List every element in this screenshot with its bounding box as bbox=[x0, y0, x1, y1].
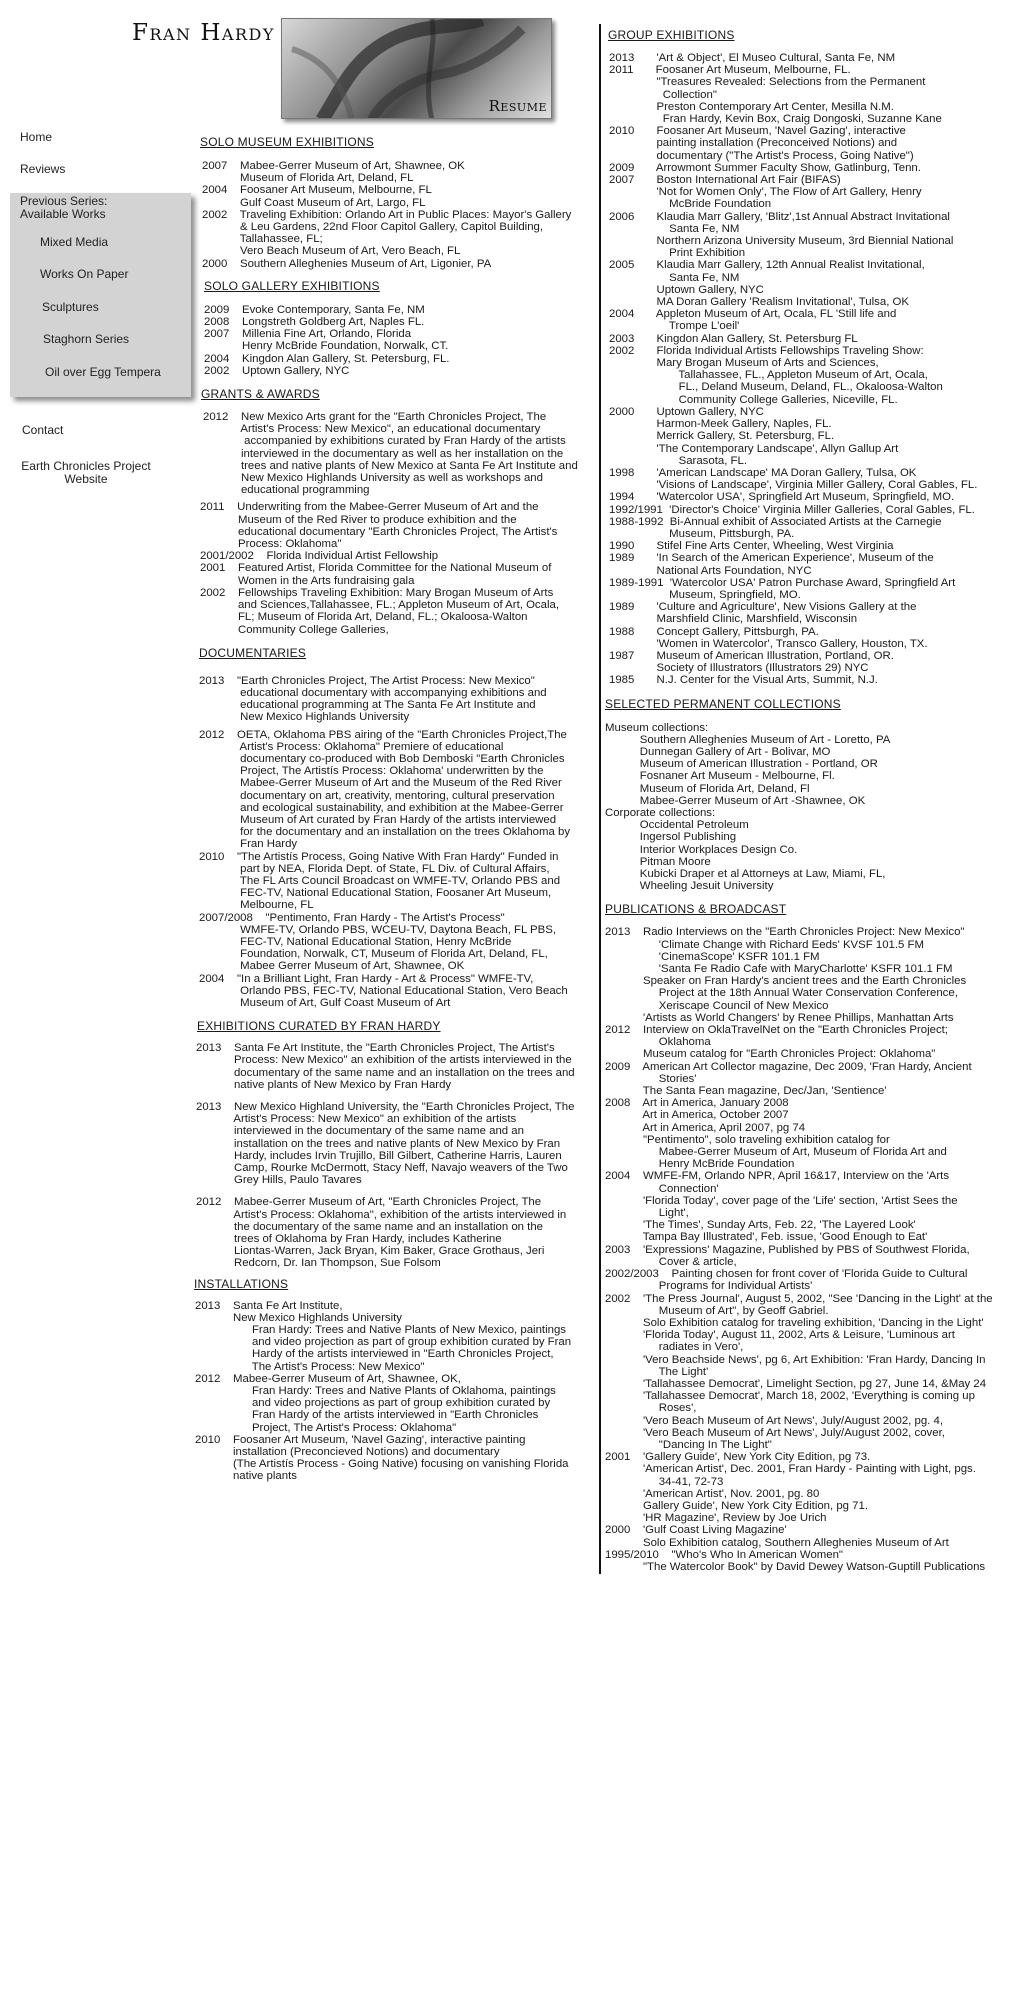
entry-line: Tampa Bay Illustrated', Feb. issue, 'Good Enough to Eat' bbox=[605, 1231, 928, 1244]
entry-line: Process: Oklahoma" bbox=[200, 538, 342, 551]
entry-line: Artist's Process: Oklahoma", exhibition of the artists interviewed in bbox=[196, 1208, 567, 1221]
entry-line: 2004 "In a Brilliant Light, Fran Hardy - Art & Process" WMFE-TV, bbox=[199, 972, 534, 985]
entry-line: 2007/2008 "Pentimento, Fran Hardy - The Artist's Process" bbox=[199, 911, 505, 924]
entry-line: Fran Hardy of the artists interviewed in "Earth Chronicles bbox=[195, 1409, 539, 1422]
heading-solo-museum: SOLO MUSEUM EXHIBITIONS bbox=[200, 135, 374, 149]
entry-line: 1985 N.J. Center for the Visual Arts, Summit, N.J. bbox=[609, 674, 878, 687]
entry-line: Museum of Florida Art, Deland, Fl bbox=[605, 782, 810, 795]
entry-line: 2002 Uptown Gallery, NYC bbox=[204, 364, 350, 377]
entry-line: 2009 American Art Collector magazine, Dec 2009, 'Fran Hardy, Ancient bbox=[605, 1060, 972, 1073]
entry-line: 2012 New Mexico Arts grant for the "Earth Chronicles Project, The bbox=[203, 411, 547, 424]
entry-line: educational programming bbox=[203, 484, 370, 497]
entry-line: Mabee-Gerrer Museum of Art -Shawnee, OK bbox=[605, 794, 866, 807]
entry-line: Print Exhibition bbox=[609, 247, 746, 260]
entry-line: 2013 'Art & Object', El Museo Cultural, Santa Fe, NM bbox=[609, 52, 896, 64]
entry-line: 2003 'Expressions' Magazine, Published by PBS of Southwest Florida, bbox=[605, 1243, 970, 1256]
entry-line: Museum of Art", by Geoff Gabriel. bbox=[605, 1304, 829, 1317]
entry-line: Museum collections: bbox=[605, 721, 709, 734]
entry-line: for the documentary and an installation on the trees Oklahoma by bbox=[199, 826, 571, 839]
entry-line: 2002 Florida Individual Artists Fellowships Traveling Show: bbox=[609, 344, 924, 357]
nav-earth-chronicles[interactable] bbox=[20, 460, 152, 486]
entry-line: 'Tallahassee Democrat', March 18, 2002, 'Everything is coming up bbox=[605, 1390, 975, 1403]
nav-previous-series-label: Previous Series: bbox=[20, 194, 108, 208]
entry-line: Uptown Gallery, NYC bbox=[609, 283, 764, 296]
entry-line: Northern Arizona University Museum, 3rd Biennial National bbox=[609, 235, 954, 248]
entry-line: Tallahassee, FL; bbox=[202, 233, 323, 246]
entry-line: 2001 'Gallery Guide', New York City Edition, pg 73. bbox=[605, 1451, 871, 1464]
entry-line: Project, The Artistís Process: Oklahoma' underwritten by the bbox=[199, 765, 544, 778]
entry-line: Hardy of the artists interviewed in "Earth Chronicles Project, bbox=[195, 1348, 554, 1361]
entry-line: Museum of Art, Gulf Coast Museum of Art bbox=[199, 996, 451, 1009]
entry-line: National Arts Foundation, NYC bbox=[609, 564, 812, 577]
entry-line: Solo Exhibition catalog, Southern Alleghenies Museum of Art bbox=[605, 1536, 949, 1549]
entry-line: installation on the trees and native plants of New Mexico by Fran bbox=[196, 1137, 561, 1150]
documentaries-list-2013 bbox=[199, 675, 595, 724]
solo-museum-list bbox=[202, 160, 595, 270]
curated-list-nmhu bbox=[196, 1101, 595, 1186]
entry-line: Orlando PBS, FEC-TV, National Educational Station, Vero Beach bbox=[199, 984, 568, 997]
entry-line: (The Artistís Process - Going Native) focusing on vanishing Florida bbox=[195, 1458, 569, 1471]
entry-line: WMFE-TV, Orlando PBS, WCEU-TV, Daytona Beach, FL PBS, bbox=[199, 923, 557, 936]
entry-line: Interior Workplaces Design Co. bbox=[605, 843, 798, 856]
entry-line: MA Doran Gallery 'Realism Invitational', Tulsa, OK bbox=[609, 296, 909, 309]
entry-line: Southern Alleghenies Museum of Art - Loretto, PA bbox=[605, 733, 891, 746]
entry-line: Museum of American Illustration - Portland, OR bbox=[605, 758, 878, 771]
entry-line: Mabee Gerrer Museum of Art, Shawnee, OK bbox=[199, 960, 465, 973]
nav-oil-over-egg-tempera[interactable]: Oil over Egg Tempera bbox=[45, 365, 161, 379]
entry-line: 1988-1992 Bi-Annual exhibit of Associated Artists at the Carnegie bbox=[609, 515, 942, 528]
entry-line: FL., Deland Museum, Deland, FL., Okaloosa-Walton bbox=[609, 381, 943, 394]
entry-line: Santa Fe, NM bbox=[609, 222, 740, 235]
nav-available-works-label: Available Works bbox=[20, 207, 106, 221]
entry-line: 'Climate Change with Richard Eeds' KVSF 101.5 FM bbox=[605, 938, 924, 951]
entry-line: 2008 Longstreth Goldberg Art, Naples FL. bbox=[204, 316, 425, 329]
entry-line: Foundation, Norwalk, CT, Museum of Florida Art, Deland, FL, bbox=[199, 948, 548, 961]
heading-permanent-collections: SELECTED PERMANENT COLLECTIONS bbox=[605, 696, 841, 711]
entry-line: Fran Hardy: Trees and Native Plants of Oklahoma, paintings bbox=[195, 1385, 556, 1398]
entry-line: 2007 Boston International Art Fair (BIFAS) bbox=[609, 174, 841, 187]
entry-line: Ingersol Publishing bbox=[605, 831, 737, 844]
entry-line: Santa Fe, NM bbox=[609, 271, 740, 284]
entry-line: Corporate collections: bbox=[605, 806, 716, 819]
entry-line: Cover & article, bbox=[605, 1255, 737, 1268]
entry-line: educational documentary with accompanying exhibitions and bbox=[199, 686, 547, 699]
entry-line: Museum, Pittsburgh, PA. bbox=[609, 527, 795, 540]
entry-line: and video projections as part of group exhibition curated by bbox=[195, 1397, 551, 1410]
entry-line: New Mexico Highlands University bbox=[199, 711, 410, 724]
permanent-collections-list bbox=[605, 722, 1024, 893]
entry-line: Preston Contemporary Art Center, Mesilla N.M. bbox=[609, 100, 894, 113]
entry-line: part by NEA, Florida Dept. of State, FL Div. of Cultural Affairs, bbox=[199, 862, 550, 875]
heading-group-exhibitions: GROUP EXHIBITIONS bbox=[608, 28, 735, 42]
entry-line: Mabee-Gerrer Museum of Art and the Museum of the Red River bbox=[199, 777, 562, 790]
nav-earth-chronicles-line1: Earth Chronicles Project bbox=[21, 459, 151, 473]
heading-documentaries: DOCUMENTARIES bbox=[199, 645, 307, 660]
entry-line: educational documentary "Earth Chronicles Project, The Artist's bbox=[200, 525, 558, 538]
entry-line: 'Not for Women Only', The Flow of Art Gallery, Henry bbox=[609, 186, 922, 199]
entry-line: Gulf Coast Museum of Art, Largo, FL bbox=[202, 196, 426, 209]
entry-line: Gallery Guide', New York City Edition, pg 71. bbox=[605, 1499, 869, 1512]
entry-line: 1995/2010 "Who's Who In American Women" bbox=[605, 1548, 843, 1561]
nav-works-on-paper[interactable]: Works On Paper bbox=[40, 267, 129, 281]
entry-line: McBride Foundation bbox=[609, 198, 772, 211]
entry-line: 2012 Interview on OklaTravelNet on the "Earth Chronicles Project; bbox=[605, 1024, 948, 1037]
entry-line: 2002 Traveling Exhibition: Orlando Art in Public Places: Mayor's Gallery bbox=[202, 208, 572, 221]
entry-line: 'Vero Beachside News', pg 6, Art Exhibition: 'Fran Hardy, Dancing In bbox=[605, 1353, 986, 1366]
entry-line: 'Vero Beach Museum of Art News', July/August 2002, cover, bbox=[605, 1426, 945, 1439]
entry-line: 2009 Evoke Contemporary, Santa Fe, NM bbox=[204, 303, 425, 316]
publications-list bbox=[605, 926, 1024, 1573]
entry-line: 2009 Arrowmont Summer Faculty Show, Gatlinburg, Tenn. bbox=[609, 161, 921, 174]
entry-line: 2002 'The Press Journal', August 5, 2002, "See 'Dancing in the Light' at the bbox=[605, 1292, 993, 1305]
entry-line: 'Visions of Landscape', Virginia Miller Gallery, Coral Gables, FL. bbox=[609, 479, 978, 492]
entry-line: 'Women in Watercolor', Transco Gallery, Houston, TX. bbox=[609, 637, 928, 650]
entry-line: educational programming at The Santa Fe Art Institute and bbox=[199, 699, 536, 712]
entry-line: "Dancing In The Light" bbox=[605, 1438, 772, 1451]
nav-earth-chronicles-line2: Website bbox=[64, 472, 108, 486]
entry-line: The Artist's Process: New Mexico" bbox=[195, 1360, 425, 1373]
entry-line: Collection" bbox=[609, 88, 717, 101]
entry-line: documentary ("The Artist's Process, Going Native") bbox=[609, 149, 914, 162]
entry-line: 2001/2002 Florida Individual Artist Fellowship bbox=[200, 550, 439, 563]
entry-line: 2010 Foosaner Art Museum, 'Navel Gazing', interactive bbox=[609, 125, 906, 138]
entry-line: Artist's Process: Oklahoma" Premiere of educational bbox=[199, 740, 504, 753]
entry-line: Occidental Petroleum bbox=[605, 819, 749, 832]
entry-line: interviewed in the documentary as well as her installation on the bbox=[203, 447, 564, 460]
entry-line: The FL Arts Council Broadcast on WMFE-TV, Orlando PBS and bbox=[199, 874, 561, 887]
entry-line: 1989 'Culture and Agriculture', New Visions Gallery at the bbox=[609, 601, 917, 614]
entry-line: Society of Illustrators (Illustrators 29) NYC bbox=[609, 662, 869, 675]
entry-line: 2004 Kingdon Alan Gallery, St. Petersburg, FL. bbox=[204, 352, 450, 365]
entry-line: documentary on art, creativity, mentoring, cultural preservation bbox=[199, 789, 555, 802]
nav-sculptures[interactable]: Sculptures bbox=[42, 300, 99, 314]
entry-line: "Pentimento", solo traveling exhibition catalog for bbox=[605, 1133, 890, 1146]
entry-line: 2000 Uptown Gallery, NYC bbox=[609, 405, 764, 418]
entry-line: 1992/1991 'Director's Choice' Virginia Miller Galleries, Coral Gables, FL. bbox=[609, 503, 975, 516]
resume-banner bbox=[281, 18, 552, 119]
entry-line: 1998 'American Landscape' MA Doran Gallery, Tulsa, OK bbox=[609, 466, 917, 479]
entry-line: 2012 OETA, Oklahoma PBS airing of the "Earth Chronicles Project,The bbox=[199, 728, 567, 741]
entry-line: and video projection as part of group exhibition curated by Fran bbox=[195, 1336, 572, 1349]
entry-line: Artist's Process: New Mexico", an educational documentary bbox=[203, 423, 541, 436]
nav-reviews[interactable]: Reviews bbox=[20, 162, 66, 176]
nav-mixed-media[interactable]: Mixed Media bbox=[40, 235, 109, 249]
entry-line: Pitman Moore bbox=[605, 855, 711, 868]
entry-line: Museum, Springfield, MO. bbox=[609, 588, 801, 601]
heading-installations: INSTALLATIONS bbox=[194, 1276, 289, 1291]
entry-line: 'HR Magazine', Review by Joe Urich bbox=[605, 1512, 827, 1525]
entry-line: Dunnegan Gallery of Art - Bolivar, MO bbox=[605, 745, 831, 758]
entry-line: 2013 "Earth Chronicles Project, The Artist Process: New Mexico" bbox=[199, 674, 535, 687]
entry-line: Tallahassee, FL., Appleton Museum of Art, Ocala, bbox=[609, 369, 928, 382]
entry-line: 1989-1991 'Watercolor USA' Patron Purchase Award, Springfield Art bbox=[609, 576, 956, 589]
entry-line: Community College Galleries, bbox=[200, 623, 389, 636]
entry-line: 2000 Southern Alleghenies Museum of Art, Ligonier, PA bbox=[202, 257, 492, 270]
entry-line: Grey Hills, Paulo Tavares bbox=[196, 1174, 362, 1187]
entry-line: 1994 'Watercolor USA', Springfield Art Museum, Springfield, MO. bbox=[609, 491, 955, 504]
entry-line: 2010 "The Artistís Process, Going Native With Fran Hardy" Funded in bbox=[199, 850, 559, 863]
entry-line: Kubicki Draper et al Attorneys at Law, Miami, FL, bbox=[605, 868, 886, 880]
entry-line: trees and native plants of New Mexico at Santa Fe Art Institute and bbox=[203, 459, 578, 472]
entry-line: Harmon-Meek Gallery, Naples, FL. bbox=[609, 418, 832, 431]
entry-line: Redcorn, Dr. Ian Thompson, Sue Folsom bbox=[196, 1257, 441, 1270]
entry-line: 2008 Art in America, January 2008 bbox=[605, 1097, 789, 1110]
entry-line: Hardy, includes Irvin Trujillo, Bill Gilbert, Catherine Harris, Lauren bbox=[196, 1149, 562, 1162]
entry-line: Fran Hardy, Kevin Box, Craig Dongoski, Suzanne Kane bbox=[609, 113, 942, 126]
entry-line: 2007 Mabee-Gerrer Museum of Art, Shawnee, OK bbox=[202, 160, 465, 172]
entry-line: 2002/2003 Painting chosen for front cover of 'Florida Guide to Cultural bbox=[605, 1268, 968, 1281]
entry-line: 'The Times', Sunday Arts, Feb. 22, 'The Layered Look' bbox=[605, 1219, 916, 1232]
heading-curated: EXHIBITIONS CURATED BY FRAN HARDY bbox=[197, 1019, 441, 1034]
left-column bbox=[195, 135, 595, 1483]
entry-line: radiates in Vero', bbox=[605, 1341, 744, 1354]
entry-line: 'Vero Beach Museum of Art News', July/August 2002, pg. 4, bbox=[605, 1414, 944, 1427]
entry-line: 2002 Fellowships Traveling Exhibition: Mary Brogan Museum of Arts bbox=[200, 586, 554, 599]
entry-line: Programs for Individual Artists' bbox=[605, 1280, 813, 1293]
curated-list-mabee bbox=[196, 1196, 595, 1269]
entry-line: 1988 Concept Gallery, Pittsburgh, PA. bbox=[609, 625, 819, 638]
entry-line: Community College Galleries, Niceville, FL. bbox=[609, 393, 898, 406]
entry-line: Solo Exhibition catalog for traveling exhibition, 'Dancing in the Light' bbox=[605, 1316, 984, 1329]
entry-line: Project at the 18th Annual Water Conservation Conference, bbox=[605, 987, 958, 1000]
entry-line: 2004 Appleton Museum of Art, Ocala, FL 'Still life and bbox=[609, 308, 897, 321]
entry-line: Melbourne, FL bbox=[199, 899, 314, 912]
entry-line: accompanied by exhibitions curated by Fran Hardy of the artists bbox=[203, 435, 566, 448]
entry-line: 2011 Foosaner Art Museum, Melbourne, FL. bbox=[609, 64, 851, 77]
entry-line: "The Watercolor Book" by David Dewey Watson-Guptill Publications bbox=[605, 1560, 986, 1573]
entry-line: FEC-TV, National Educational Station, Foosaner Art Museum, bbox=[199, 887, 552, 900]
installations-list bbox=[195, 1300, 595, 1483]
entry-line: Museum of Art curated by Fran Hardy of the artists interviewed bbox=[199, 813, 557, 826]
grants-list bbox=[200, 501, 595, 635]
entry-line: Henry McBride Foundation bbox=[605, 1158, 795, 1171]
entry-line: interviewed in the documentary of the same name and an bbox=[196, 1125, 524, 1138]
entry-line: Women in the Arts fundraising gala bbox=[200, 574, 415, 587]
entry-line: Fran Hardy: Trees and Native Plants of New Mexico, paintings bbox=[195, 1324, 566, 1337]
entry-line: Xeriscape Council of New Mexico bbox=[605, 999, 829, 1012]
entry-line: Project, The Artist's Process: Oklahoma" bbox=[195, 1421, 457, 1434]
entry-line: 'Santa Fe Radio Cafe with MaryCharlotte' KSFR 101.1 FM bbox=[605, 963, 953, 976]
entry-line: New Mexico Highlands University as well as workshops and bbox=[203, 472, 543, 485]
entry-line: "Treasures Revealed: Selections from the Permanent bbox=[609, 76, 926, 89]
entry-line: native plants bbox=[195, 1470, 297, 1483]
entry-line: 2004 WMFE-FM, Orlando NPR, April 16&17, Interview on the 'Arts bbox=[605, 1170, 950, 1183]
entry-line: 2013 Radio Interviews on the "Earth Chronicles Project: New Mexico" bbox=[605, 926, 965, 939]
entry-line: 2012 Mabee-Gerrer Museum of Art, Shawnee, OK, bbox=[195, 1372, 461, 1385]
entry-line: Mary Brogan Museum of Arts and Sciences, bbox=[609, 357, 879, 370]
entry-line: Oklahoma bbox=[605, 1036, 711, 1049]
entry-line: Museum of Florida Art, Deland, FL bbox=[202, 172, 414, 185]
entry-line: Artist's Process: New Mexico" an exhibition of the artists bbox=[196, 1113, 517, 1126]
entry-line: Art in America, April 2007, pg 74 bbox=[605, 1121, 806, 1134]
entry-line: Process: New Mexico" an exhibition of the artists interviewed in the bbox=[196, 1054, 572, 1067]
entry-line: painting installation (Preconceived Notions) and bbox=[609, 137, 898, 150]
entry-line: 2011 Underwriting from the Mabee-Gerrer Museum of Art and the bbox=[200, 501, 539, 514]
entry-line: Henry McBride Foundation, Norwalk, CT. bbox=[204, 340, 449, 353]
right-column bbox=[604, 28, 1024, 1573]
nav-previous-series[interactable] bbox=[20, 195, 107, 221]
entry-line: 1989 'In Search of the American Experience', Museum of the bbox=[609, 552, 934, 565]
entry-line: Museum catalog for "Earth Chronicles Project: Oklahoma" bbox=[605, 1048, 936, 1061]
entry-line: 1990 Stifel Fine Arts Center, Wheeling, West Virginia bbox=[609, 540, 894, 553]
entry-line: Stories' bbox=[605, 1072, 697, 1085]
entry-line: 2006 Klaudia Marr Gallery, 'Blitz',1st Annual Abstract Invitational bbox=[609, 210, 950, 223]
entry-line: and ecological sustainability, and exhibition at the Mabee-Gerrer bbox=[199, 801, 564, 814]
entry-line: documentary of the same name and an installation on the trees and bbox=[196, 1066, 575, 1079]
entry-line: 1987 Museum of American Illustration, Portland, OR. bbox=[609, 649, 894, 662]
entry-line: Sarasota, FL. bbox=[609, 454, 748, 467]
heading-publications: PUBLICATIONS & BROADCAST bbox=[605, 902, 787, 917]
entry-line: & Leu Gardens, 22nd Floor Capitol Gallery, Capitol Building, bbox=[202, 221, 544, 234]
entry-line: 'CinemaScope' KSFR 101.1 FM bbox=[605, 950, 820, 963]
entry-line: Camp, Rourke McDermott, Stacy Neff, Navajo weavers of the Two bbox=[196, 1162, 568, 1175]
entry-line: 'Artists as World Changers' by Renee Phillips, Manhattan Arts bbox=[605, 1011, 954, 1024]
entry-line: Trompe L'oeil' bbox=[609, 320, 740, 333]
entry-line: Speaker on Fran Hardy's ancient trees and the Earth Chronicles bbox=[605, 975, 967, 988]
curated-list-sfai bbox=[196, 1042, 595, 1091]
nav-contact[interactable]: Contact bbox=[22, 423, 64, 437]
entry-line: 'Tallahassee Democrat', Limelight Section, pg 27, June 14, &May 24 bbox=[605, 1377, 987, 1390]
entry-line: Fosnaner Art Museum - Melbourne, Fl. bbox=[605, 770, 835, 783]
entry-line: 2013 New Mexico Highland University, the "Earth Chronicles Project, The bbox=[196, 1101, 575, 1113]
entry-line: installation (Preconcieved Notions) and documentary bbox=[195, 1446, 500, 1459]
heading-grants: GRANTS & AWARDS bbox=[201, 387, 320, 402]
entry-line: 2012 Mabee-Gerrer Museum of Art, "Earth Chronicles Project, The bbox=[196, 1196, 542, 1209]
grants-list-2012 bbox=[203, 411, 595, 496]
entry-line: 2001 Featured Artist, Florida Committee for the National Museum of bbox=[200, 562, 552, 575]
entry-line: New Mexico Highlands University bbox=[195, 1311, 402, 1324]
entry-line: 'American Artist', Nov. 2001, pg. 80 bbox=[605, 1487, 820, 1500]
entry-line: native plants of New Mexico by Fran Hardy bbox=[196, 1078, 452, 1091]
group-exhibitions-list bbox=[609, 52, 1024, 687]
entry-line: trees of Oklahoma by Fran Hardy, includes Katherine bbox=[196, 1233, 502, 1246]
solo-gallery-list bbox=[204, 304, 595, 377]
entry-line: Light', bbox=[605, 1207, 689, 1220]
entry-line: 'Florida Today', August 11, 2002, Arts & Leisure, 'Luminous art bbox=[605, 1329, 955, 1342]
entry-line: 34-41, 72-73 bbox=[605, 1475, 724, 1488]
entry-line: The Santa Fean magazine, Dec/Jan, 'Sentience' bbox=[605, 1085, 887, 1098]
entry-line: 2000 'Gulf Coast Living Magazine' bbox=[605, 1524, 787, 1537]
entry-line: the documentary of the same name and an installation on the bbox=[196, 1220, 543, 1233]
entry-line: Wheeling Jesuit University bbox=[605, 880, 774, 893]
nav-home[interactable]: Home bbox=[20, 130, 53, 144]
entry-line: Mabee-Gerrer Museum of Art, Museum of Florida Art and bbox=[605, 1146, 947, 1159]
entry-line: Liontas-Warren, Jack Bryan, Kim Baker, Grace Grothaus, Jeri bbox=[196, 1245, 545, 1258]
heading-solo-gallery: SOLO GALLERY EXHIBITIONS bbox=[204, 278, 380, 293]
entry-line: 2004 Foosaner Art Museum, Melbourne, FL bbox=[202, 184, 432, 197]
nav-staghorn-series[interactable]: Staghorn Series bbox=[43, 332, 130, 346]
entry-line: Marshfield Clinic, Marshfield, Wisconsin bbox=[609, 613, 858, 626]
entry-line: Merrick Gallery, St. Petersburg, FL. bbox=[609, 430, 835, 443]
entry-line: Art in America, October 2007 bbox=[605, 1109, 789, 1122]
entry-line: 2010 Foosaner Art Museum, 'Navel Gazing', interactive painting bbox=[195, 1433, 526, 1446]
entry-line: 'Florida Today', cover page of the 'Life' section, 'Artist Sees the bbox=[605, 1194, 958, 1207]
entry-line: 2003 Kingdon Alan Gallery, St. Petersburg FL bbox=[609, 332, 858, 345]
entry-line: FEC-TV, National Educational Station, Henry McBride bbox=[199, 935, 512, 948]
entry-line: The Light' bbox=[605, 1365, 709, 1378]
entry-line: Roses', bbox=[605, 1402, 697, 1415]
documentaries-list bbox=[199, 729, 595, 1010]
entry-line: 2005 Klaudia Marr Gallery, 12th Annual Realist Invitational, bbox=[609, 259, 925, 272]
entry-line: and Sciences,Tallahassee, FL.; Appleton Museum of Art, Ocala, bbox=[200, 599, 559, 612]
entry-line: 'American Artist', Dec. 2001, Fran Hardy - Painting with Light, pgs. bbox=[605, 1463, 976, 1476]
entry-line: documentary co-produced with Bob Demboski "Earth Chronicles bbox=[199, 752, 565, 765]
entry-line: FL; Museum of Florida Art, Deland, FL.; Okaloosa-Walton bbox=[200, 611, 528, 624]
entry-line: 2013 Santa Fe Art Institute, bbox=[195, 1299, 343, 1312]
site-title: Fran Hardy bbox=[132, 20, 275, 46]
column-divider bbox=[599, 24, 601, 1574]
entry-line: 2013 Santa Fe Art Institute, the "Earth Chronicles Project, The Artist's bbox=[196, 1042, 555, 1055]
entry-line: Museum of the Red River to produce exhibition and the bbox=[200, 513, 517, 526]
banner-label: Resume bbox=[488, 96, 547, 115]
entry-line: Fran Hardy bbox=[199, 838, 298, 851]
entry-line: Vero Beach Museum of Art, Vero Beach, FL bbox=[202, 245, 461, 258]
entry-line: 'The Contemporary Landscape', Allyn Gallup Art bbox=[609, 442, 899, 455]
entry-line: 2007 Millenia Fine Art, Orlando, Florida bbox=[204, 328, 412, 341]
entry-line: Connection' bbox=[605, 1182, 719, 1195]
